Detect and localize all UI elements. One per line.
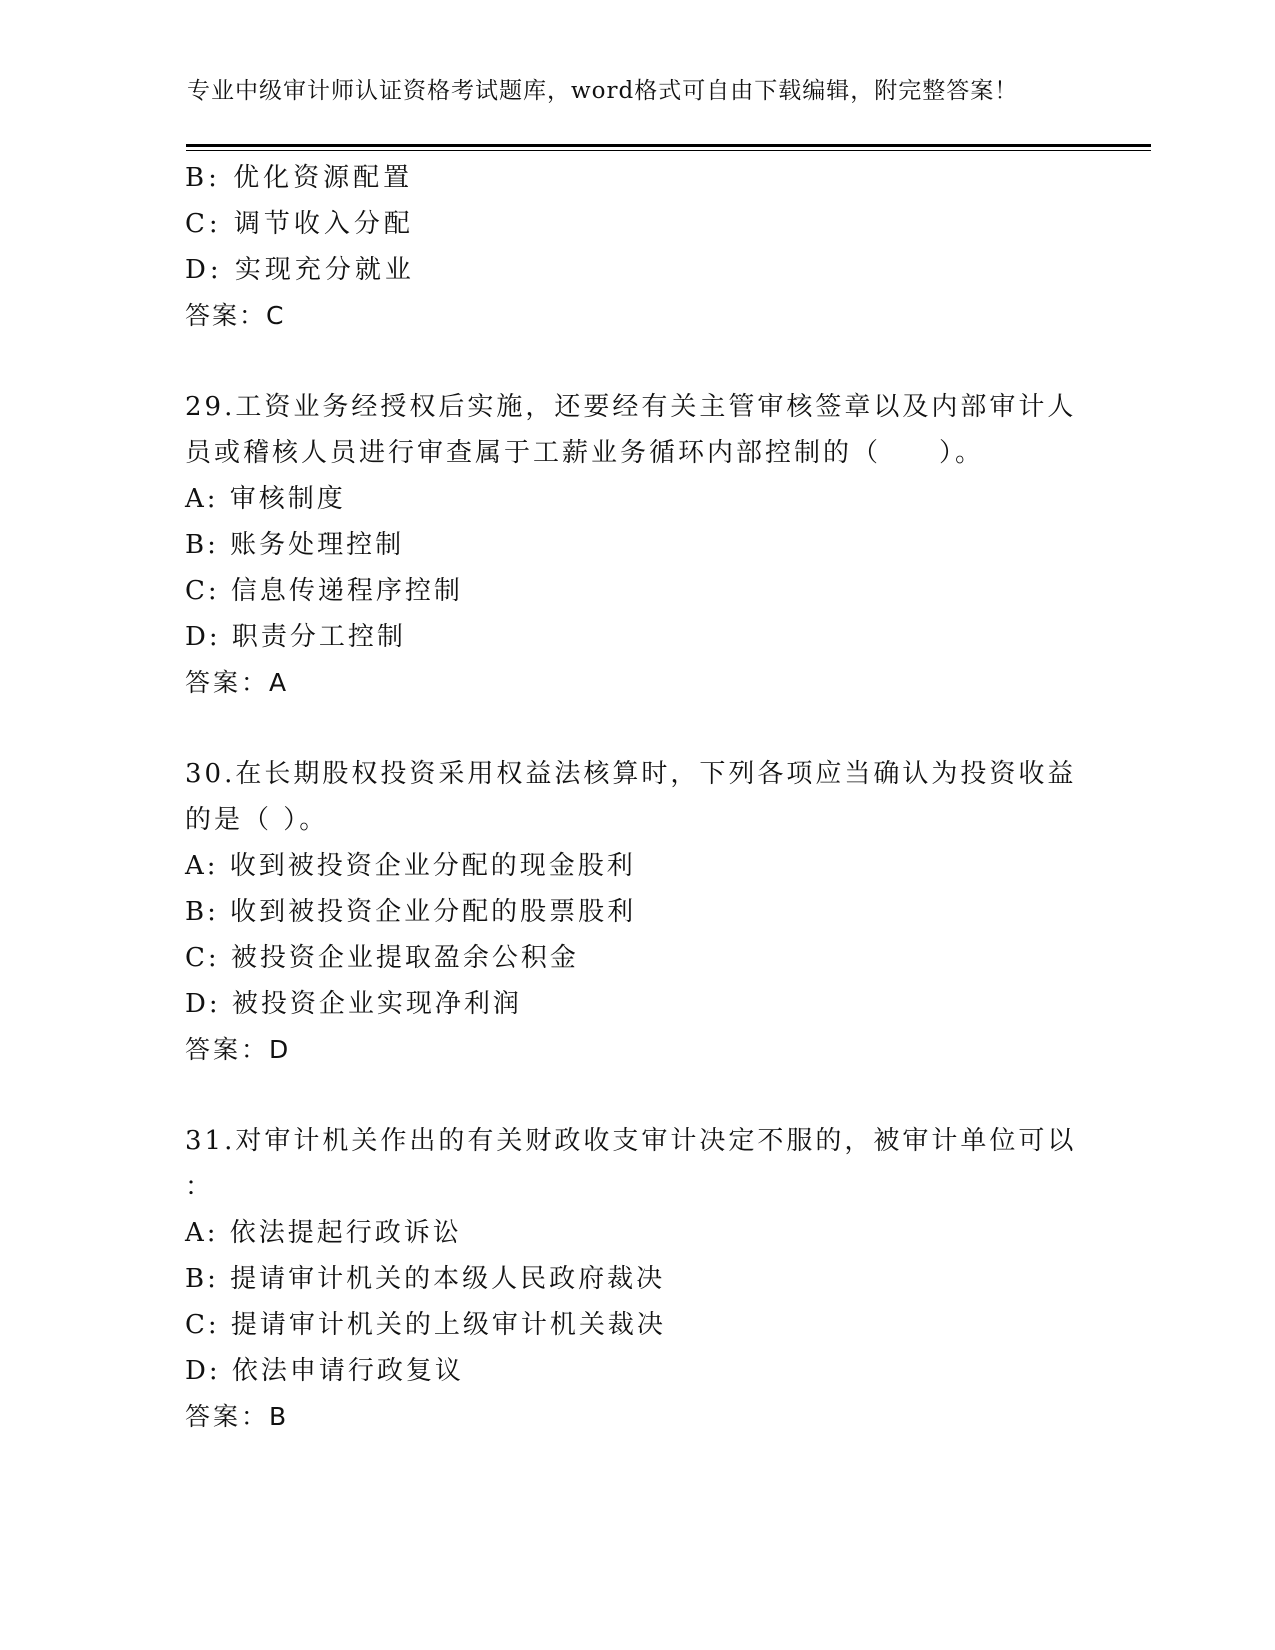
- question-31: [185, 1118, 1085, 1440]
- previous-question-tail: [185, 155, 1085, 339]
- question-spacer: [185, 1073, 1085, 1118]
- option-c: C: 提请审计机关的上级审计机关裁决: [185, 1310, 666, 1340]
- option-b: B: 优化资源配置: [185, 163, 414, 193]
- question-29: [185, 384, 1085, 706]
- question-stem-line-1: 30.在长期股权投资采用权益法核算时，下列各项应当确认为投资收益: [185, 759, 1077, 789]
- question-stem-line-1: 29.工资业务经授权后实施，还要经有关主管审核签章以及内部审计人: [185, 392, 1077, 422]
- option-c: C: 调节收入分配: [185, 209, 414, 239]
- option-d: D: 依法申请行政复议: [185, 1356, 464, 1386]
- option-d: D: 职责分工控制: [185, 622, 406, 652]
- question-stem-line-2: ：: [185, 1172, 215, 1202]
- question-stem-line-2: 员或稽核人员进行审查属于工薪业务循环内部控制的（ ）。: [185, 438, 985, 468]
- question-spacer: [185, 339, 1085, 384]
- header-rule-thin: [186, 150, 1151, 151]
- option-b: B: 收到被投资企业分配的股票股利: [185, 897, 637, 927]
- answer-line: 答案：C: [185, 301, 286, 330]
- page-header: 专业中级审计师认证资格考试题库，word格式可自由下载编辑，附完整答案！: [187, 78, 1019, 104]
- option-b: B: 账务处理控制: [185, 530, 405, 560]
- option-a: A: 收到被投资企业分配的现金股利: [185, 851, 636, 881]
- option-c: C: 被投资企业提取盈余公积金: [185, 943, 579, 973]
- option-c: C: 信息传递程序控制: [185, 576, 463, 606]
- question-30: [185, 751, 1085, 1073]
- option-a: A: 审核制度: [185, 484, 346, 514]
- question-stem-line-2: 的是（ ）。: [185, 805, 329, 835]
- option-d: D: 实现充分就业: [185, 255, 415, 285]
- option-d: D: 被投资企业实现净利润: [185, 989, 522, 1019]
- answer-line: 答案：D: [185, 1035, 292, 1064]
- question-spacer: [185, 706, 1085, 751]
- question-stem-line-1: 31.对审计机关作出的有关财政收支审计决定不服的，被审计单位可以: [185, 1126, 1077, 1156]
- header-rule-thick: [186, 144, 1151, 147]
- document-content: [185, 155, 1085, 1440]
- answer-line: 答案：B: [185, 1402, 290, 1431]
- option-b: B: 提请审计机关的本级人民政府裁决: [185, 1264, 666, 1294]
- option-a: A: 依法提起行政诉讼: [185, 1218, 462, 1248]
- answer-line: 答案：A: [185, 668, 290, 697]
